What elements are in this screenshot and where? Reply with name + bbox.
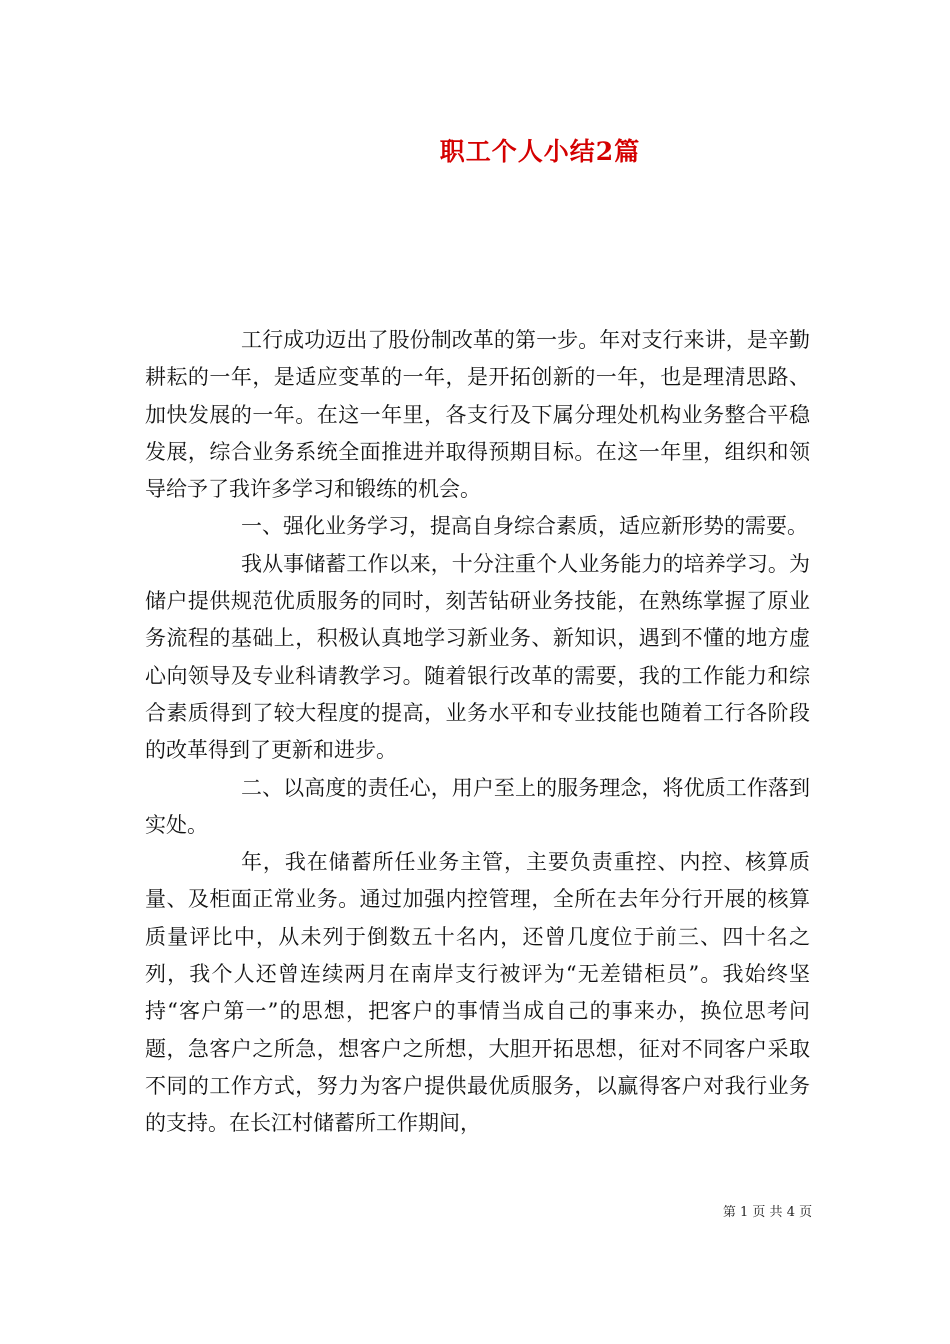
paragraph: 我从事储蓄工作以来，十分注重个人业务能力的培养学习。为储户提供规范优质服务的同时，刻苦钻研业务技能，在熟练掌握了原业务流程的基础上，积极认真地学习新业务、新知识，遇到不懂的地方虚心向领导及专业科请教学习。随着银行改革的需要，我的工作能力和综合素质得到了较大程度的提高，业务水平和专业技能也随着工行各阶段的改革得到了更新和进步。 <box>145 551 810 763</box>
section-heading: 二、以高度的责任心，用户至上的服务理念，将优质工作落到实处。 <box>145 775 810 837</box>
paragraph: 工行成功迈出了股份制改革的第一步。年对支行来讲，是辛勤耕耘的一年，是适应变革的一年，是开拓创新的一年，也是理清思路、加快发展的一年。在这一年里，各支行及下属分理处机构业务整合平稳发展，综合业务系统全面推进并取得预期目标。在这一年里，组织和领导给予了我许多学习和锻练的机会。 <box>145 328 810 502</box>
document-body <box>145 322 810 1143</box>
paragraph: 年，我在储蓄所任业务主管，主要负责重控、内控、核算质量、及柜面正常业务。通过加强内控管理，全所在去年分行开展的核算质量评比中，从未列于倒数五十名内，还曾几度位于前三、四十名之列，我个人还曾连续两月在南岸支行被评为“无差错柜员”。我始终坚持“客户第一”的思想，把客户的事情当成自己的事来办，换位思考问题，急客户之所急，想客户之所想，大胆开拓思想，征对不同客户采取不同的工作方式，努力为客户提供最优质服务，以赢得客户对我行业务的支持。在长江村储蓄所工作期间， <box>145 850 810 1136</box>
document-title: 职工个人小结2篇 <box>439 137 641 166</box>
section-heading: 一、强化业务学习，提高自身综合素质，适应新形势的需要。 <box>241 514 808 539</box>
page-number-footer: 第 1 页 共 4 页 <box>722 1205 813 1220</box>
